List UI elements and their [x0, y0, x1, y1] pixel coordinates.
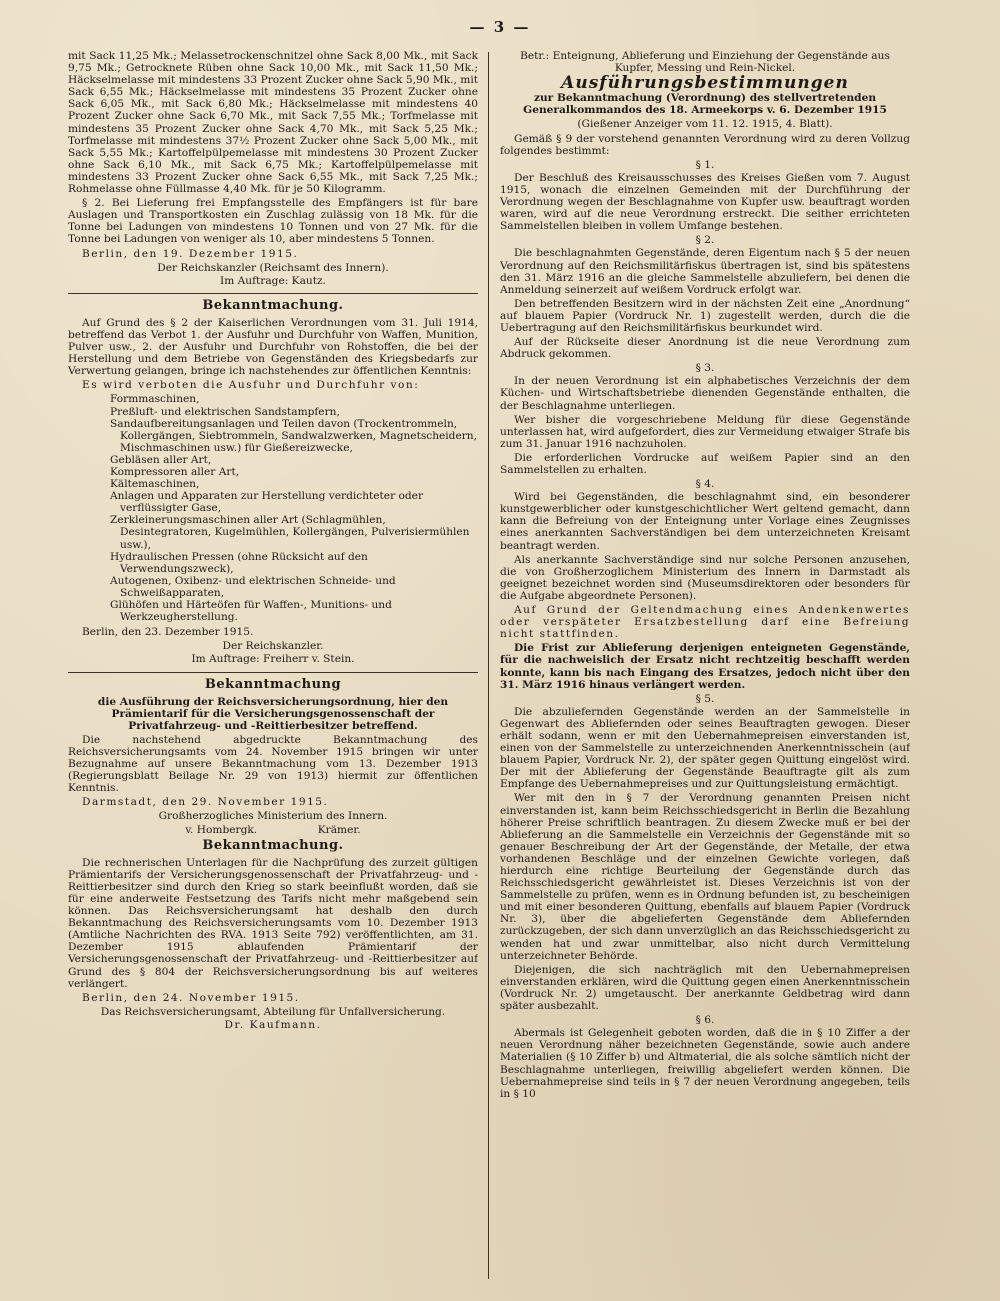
section-2-text-c: Auf der Rückseite dieser Anordnung ist die neue Verordnung zum Abdruck gekommen. — [500, 336, 910, 361]
section-5-text-a: Die abzuliefernden Gegenstände werden an der Sammelstelle in Gegenwart des Abliefernden oder seines Beauftragten gewogen. Dieser erhält sodann, wenn er mit den Uebernahmepreisen einverstanden ist, einen von der Sammelstelle zu unterzeichnenden Anerkenntnisschein (auf blauem Papier, Vordruck Nr. 2), der später gegen Quittung eingelöst wird. Der mit der Ablieferung der Gegenstände Beauftragte gilt als zum Empfange des Uebernahmepreises und zur Quittungsleistung ermächtigt. — [500, 705, 910, 791]
section-2-text-b: Den betreffenden Besitzern wird in der nächsten Zeit eine „Anordnung“ auf blauem Papier (Vordruck Nr. 1) zugestellt werden, durch die die Uebertragung auf den Reichsmilitärfiskus beurkundet wird. — [500, 297, 910, 334]
list-item: Anlagen und Apparaten zur Herstellung verdichteter oder verflüssigter Gase, — [110, 490, 424, 515]
section-5-text-b: Wer mit den in § 7 der Verordnung genannten Preisen nicht einverstanden ist, kann beim Reichsschiedsgericht in Berlin die Bezahlung höherer Preise schriftlich beantragen. Zu diesem Zwecke muß er bei der Ablieferung an die Sammelstelle ein Verzeichnis der Gegenstände mit so genauer Beschreibung der Art der Gegenstände, der Metalle, der etwa vorhandenen Beschläge und der einzelnen Gewichte vorlegen, daß hierdurch eine richtige Beurteilung der Gegenstände durch das Reichsschiedsgericht gewährleistet ist. Dieses Verzeichnis ist von der Sammelstelle zu prüfen, wenn es in Ordnung befunden ist, zu bescheinigen und mit einer besonderen Quittung, ebenfalls auf blauem Papier (Vordruck Nr. 3), über die abgelieferten Gegenstände dem Abliefernden zurückzugeben, der sich dann unverzüglich an das Reichsschiedsgericht zu wenden hat und zwar unmittelbar, also nicht durch Vermittelung unterzeichneter Behörde. — [500, 792, 910, 962]
left-column — [68, 50, 478, 1281]
announcement-2-signature-1: Großherzogliches Ministerium des Innern. — [158, 810, 388, 823]
regulation-title: Ausführungsbestimmungen — [561, 73, 849, 94]
announcement-2-signature-2 — [68, 824, 478, 836]
section-2-text-a: Die beschlagnahmten Gegenstände, deren Eigentum nach § 5 der neuen Verordnung auf den Reichsmilitärfiskus übertragen ist, sind bis spätestens den 31. März 1916 an die gleiche Sammelstelle abzuliefern, bei denen die Anmeldung seinerzeit auf weißem Vordruck erfolgt war. — [500, 247, 910, 296]
announcement-2-date: Darmstadt, den 29. November 1915. — [82, 796, 329, 809]
announcement-1-date: Berlin, den 23. Dezember 1915. — [82, 626, 254, 639]
list-item: Kompressoren aller Art, — [110, 466, 240, 478]
announcement-2-subtitle: die Ausführung der Reichsversicherungsordnung, hier den Prämientarif für die Versicherungsgenossenschaft der Privatfahrzeug- und -Reittierbesitzer betreffend. — [97, 695, 449, 732]
announcement-1-para1: Auf Grund des § 2 der Kaiserlichen Verordnungen vom 31. Juli 1914, betreffend das Verbot 1. der Ausfuhr und Durchfuhr von Waffen, Munition, Pulver usw., 2. der Ausfuhr und Durchfuhr von Rohstoffen, die bei der Herstellung und dem Betriebe von Gegenständen des Kriegsbedarfs zur Verwertung gelangen, bringe ich nachstehendes zur öffentlichen Kenntnis: — [68, 316, 478, 378]
section-4-text-c: Auf Grund der Geltendmachung eines Andenkenwertes oder verspäteter Ersatzbestellung darf eine Befreiung nicht stattfinden. — [500, 604, 910, 641]
announcement-3-date: Berlin, den 24. November 1915. — [82, 991, 300, 1004]
announcement-2-title: Bekanntmachung — [204, 676, 342, 692]
signature-name: Krämer. — [317, 823, 361, 836]
right-column — [500, 50, 910, 1281]
list-item: Autogenen, Oxibenz- und elektrischen Schneide- und Schweißapparaten, — [110, 574, 396, 599]
regulation-source: (Gießener Anzeiger vom 11. 12. 1915, 4. Blatt). — [577, 118, 833, 131]
list-item: Zerkleinerungsmaschinen aller Art (Schlagmühlen, Desintegratoren, Kugelmühlen, Kollergängen, Pulverisiermühlen usw.), — [110, 514, 470, 551]
list-item: Sandaufbereitungsanlagen und Teilen davon (Trockentrommeln, Kollergängen, Siebtrommeln, Sandwalzwerken, Magnetscheidern, Mischmaschinen usw.) für Gießereizwecke, — [110, 417, 477, 454]
announcement-1-para2: Es wird verboten die Ausfuhr und Durchfuhr von: — [82, 379, 420, 392]
price-list-paragraph: mit Sack 11,25 Mk.; Melassetrockenschnitzel ohne Sack 8,00 Mk., mit Sack 9,75 Mk.; Getrocknete Rüben ohne Sack 10,00 Mk., mit Sack 11,50 Mk.; Häckselmelasse mit mindestens 33 Prozent Zucker ohne Sack 5,90 Mk., mit Sack 6,55 Mk.; Häckselmelasse mit mindestens 35 Prozent Zucker ohne Sack 6,05 Mk., mit Sack 6,80 Mk.; Häckselmelasse mit mindestens 40 Prozent Zucker ohne Sack 6,70 Mk., mit Sack 7,55 Mk.; Torfmelasse mit mindestens 35 Prozent Zucker ohne Sack 4,70 Mk., mit Sack 5,25 Mk.; Torfmelasse mit mindestens 37½ Prozent Zucker ohne Sack 5,00 Mk., mit Sack 5,55 Mk.; Kartoffelpülpemelasse mit mindestens 30 Prozent Zucker ohne Sack 6,10 Mk., mit Sack 6,75 Mk.; Kartoffelpülpemelasse mit mindestens 33 Prozent Zucker ohne Sack 6,55 Mk., mit Sack 7,25 Mk.; Rohmelasse ohne Füllmasse 4,40 Mk. für je 50 Kilogramm. — [68, 50, 478, 196]
section-1-heading: § 1. — [695, 158, 715, 171]
section-4-heading: § 4. — [695, 478, 715, 491]
section-3-text-c: Die erforderlichen Vordrucke auf weißem Papier sind an den Sammelstellen zu erhalten. — [500, 451, 910, 476]
section-6-heading: § 6. — [695, 1014, 715, 1027]
announcement-1-title: Bekanntmachung. — [202, 297, 344, 313]
section-3-text-b: Wer bisher die vorgeschriebene Meldung für diese Gegenstände unterlassen hat, wird aufgefordert, dies zur Vermeidung etwaiger Strafe bis zum 31. Januar 1916 nachzuholen. — [500, 413, 910, 450]
section-rule — [68, 672, 478, 673]
export-ban-list — [68, 393, 478, 623]
announcement-2-para1: Die nachstehend abgedruckte Bekanntmachung des Reichsversicherungsamts vom 24. November 1915 bringen wir unter Bezugnahme auf unsere Bekanntmachung vom 13. Dezember 1913 (Regierungsblatt Beilage Nr. 29 von 1913) hiermit zur öffentlichen Kenntnis. — [68, 733, 478, 795]
regulation-subtitle: zur Bekanntmachung (Verordnung) des stellvertretenden Generalkommandos des 18. Armeekorps v. 6. Dezember 1915 — [523, 92, 887, 117]
section-2-paragraph: § 2. Bei Lieferung frei Empfangsstelle des Empfängers ist für bare Auslagen und Transportkosten ein Zuschlag zulässig von 18 Mk. für die Tonne bei Ladungen von mindestens 10 Tonnen und von 27 Mk. für die Tonne bei Ladungen von weniger als 10, aber mindestens 5 Tonnen. — [68, 197, 478, 246]
list-item: Gebläsen aller Art, — [110, 453, 212, 466]
announcement-1-signature-2: Im Auftrage: Freiherr v. Stein. — [191, 653, 355, 666]
regulation-intro: Gemäß § 9 der vorstehend genannten Verordnung wird zu deren Vollzug folgendes bestimmt: — [500, 132, 910, 157]
list-item: Hydraulischen Pressen (ohne Rücksicht auf den Verwendungszweck), — [110, 550, 368, 575]
section-3-text-a: In der neuen Verordnung ist ein alphabetisches Verzeichnis der dem Küchen- und Wirtschaftsbetriebe dienenden Gegenstände enthalten, die der Beschlagnahme unterliegen. — [500, 375, 910, 412]
section-4-text-a: Wird bei Gegenständen, die beschlagnahmt sind, ein besonderer kunstgewerblicher oder kunstgeschichtlicher Wert geltend gemacht, dann kann die Befreiung von der Enteignung unter Vorlage eines Zeugnisses eines anerkannten Sachverständigen bei dem unterzeichneten Kreisamt beantragt werden. — [500, 491, 910, 552]
section-2-heading: § 2. — [695, 234, 715, 247]
list-item: Kältemaschinen, — [110, 478, 200, 491]
list-item: Formmaschinen, — [110, 393, 200, 406]
section-5-heading: § 5. — [695, 692, 715, 705]
page-number: — 3 — — [469, 18, 531, 36]
list-item: Preßluft- und elektrischen Sandstampfern, — [110, 405, 340, 418]
intro-date: Berlin, den 19. Dezember 1915. — [82, 247, 299, 260]
section-6-text-a: Abermals ist Gelegenheit geboten worden, daß die in § 10 Ziffer a der neuen Verordnung näher bezeichneten Gegenstände, sowie auch andere Materialien (§ 10 Ziffer b) und Altmaterial, die als solche sämtlich nicht der Beschlagnahme unterliegen, freiwillig abgeliefert werden können. Die Uebernahmepreise sind teils in § 7 der neuen Verordnung angegeben, teils in § 10 — [500, 1027, 910, 1100]
subject-line: Betr.: Enteignung, Ablieferung und Einziehung der Gegenstände aus Kupfer, Messing und Rein-Nickel. — [520, 50, 890, 75]
intro-signature-2: Im Auftrage: Kautz. — [220, 274, 326, 287]
announcement-3-para1: Die rechnerischen Unterlagen für die Nachprüfung des zurzeit gültigen Prämientarifs der Versicherungsgenossenschaft der Privatfahrzeug- und -Reittierbesitzer sind durch den Krieg so stark beeinflußt worden, daß sie für eine anderweite Festsetzung des Tarifs nicht mehr maßgebend sein können. Das Reichsversicherungsamt hat deshalb den durch Bekanntmachung des Reichsversicherungsamts vom 10. Dezember 1913 (Amtliche Nachrichten des RVA. 1913 Seite 792) veröffentlichten, am 31. Dezember 1915 ablaufenden Prämientarif der Versicherungsgenossenschaft der Privatfahrzeug- und -Reittierbesitzer auf Grund des § 804 der Reichsversicherungsordnung bis auf weiteres verlängert. — [68, 856, 478, 990]
section-rule — [68, 293, 478, 294]
section-3-heading: § 3. — [695, 362, 715, 375]
section-4-text-d: Die Frist zur Ablieferung derjenigen enteigneten Gegenstände, für die nachweislich der Ersatz nicht rechtzeitig beschafft werden konnte, kann bis nach Eingang des Ersatzes, jedoch nicht über den 31. März 1916 hinaus verlängert werden. — [500, 642, 910, 691]
intro-signature-1: Der Reichskanzler (Reichsamt des Innern). — [157, 261, 389, 274]
announcement-1-signature-1: Der Reichskanzler. — [222, 640, 324, 653]
announcement-3-title: Bekanntmachung. — [202, 837, 344, 853]
section-1-text: Der Beschluß des Kreisausschusses des Kreises Gießen vom 7. August 1915, wonach die einzelnen Gemeinden mit der Durchführung der Verordnung wegen der Beschlagnahme von Kupfer usw. beauftragt worden waren, wird auf die neue Verordnung erstreckt. Die seither errichteten Sammelstellen bleiben in vollem Umfange bestehen. — [500, 171, 910, 233]
section-4-text-b: Als anerkannte Sachverständige sind nur solche Personen anzusehen, die von Großherzoglichem Ministerium des Innern in Darmstadt als geeignet bezeichnet worden sind (Museumsdirektoren oder besonders für die Aufgabe abgeordnete Personen). — [500, 553, 910, 602]
signature-name: v. Hombergk. — [185, 823, 258, 836]
list-item: Glühöfen und Härteöfen für Waffen-, Munitions- und Werkzeugherstellung. — [110, 599, 392, 624]
column-divider — [488, 52, 489, 1279]
section-5-text-c: Diejenigen, die sich nachträglich mit den Uebernahmepreisen einverstanden erklären, wird die Quittung gegen einen Anerkenntnisschein (Vordruck Nr. 2) umgetauscht. Der anerkannte Geldbetrag wird dann später ausbezahlt. — [500, 963, 910, 1013]
announcement-3-signature-1: Das Reichsversicherungsamt, Abteilung für Unfallversicherung. — [100, 1005, 446, 1018]
announcement-3-signature-2: Dr. Kaufmann. — [224, 1018, 322, 1031]
